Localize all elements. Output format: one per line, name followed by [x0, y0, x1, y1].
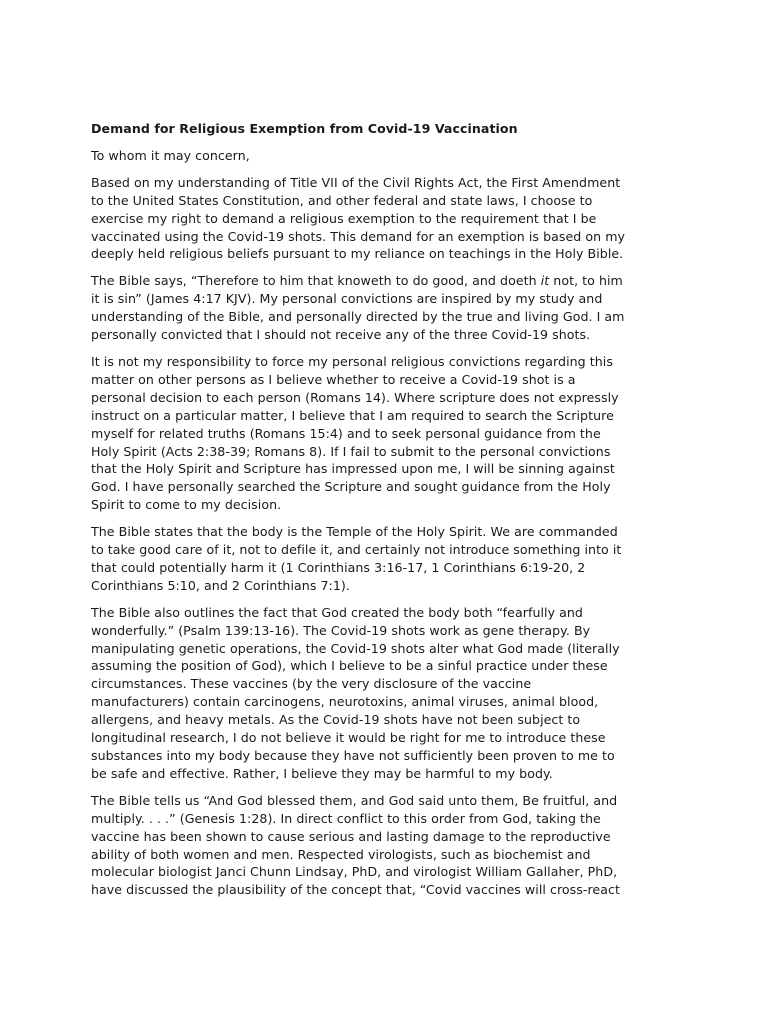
- text-line: molecular biologist Janci Chunn Lindsay, PhD, and virologist William Gallaher, PhD,: [91, 864, 618, 880]
- text-line: have discussed the plausibility of the concept that, “Covid vaccines will cross-react: [91, 882, 620, 898]
- text-line: circumstances. These vaccines (by the very disclosure of the vaccine: [91, 676, 532, 692]
- italic-word: it: [540, 273, 550, 289]
- text-line: The Bible also outlines the fact that God created the body both “fearfully and: [91, 604, 583, 620]
- text-line: vaccine has been shown to cause serious and lasting damage to the reproductive: [91, 828, 611, 844]
- text-line: manipulating genetic operations, the Covid-19 shots alter what God made (literally: [91, 640, 620, 656]
- letter-body: [91, 120, 683, 908]
- text-line: exercise my right to demand a religious exemption to the requirement that I be: [91, 210, 597, 226]
- text-line: vaccinated using the Covid-19 shots. This demand for an exemption is based on my: [91, 228, 626, 244]
- paragraph-temple: [91, 523, 683, 595]
- text-line: wonderfully.” (Psalm 139:13-16). The Covid-19 shots work as gene therapy. By: [91, 622, 591, 638]
- text-line: to take good care of it, not to defile it, and certainly not introduce something into it: [91, 542, 622, 558]
- salutation: To whom it may concern,: [91, 147, 250, 163]
- paragraph-genesis: [91, 792, 683, 899]
- text-line: multiply. . . .” (Genesis 1:28). In direct conflict to this order from God, taking the: [91, 810, 601, 826]
- text-segment: The Bible says, “Therefore to him that knoweth to do good, and doeth: [91, 273, 541, 289]
- text-line: personal decision to each person (Romans 14). Where scripture does not expressly: [91, 389, 619, 405]
- text-line: manufacturers) contain carcinogens, neurotoxins, animal viruses, animal blood,: [91, 694, 599, 710]
- text-line: ability of both women and men. Respected virologists, such as biochemist and: [91, 846, 591, 862]
- text-line: [91, 272, 683, 290]
- text-line: Spirit to come to my decision.: [91, 497, 282, 513]
- text-line: The Bible states that the body is the Temple of the Holy Spirit. We are commanded: [91, 524, 618, 540]
- text-line: assuming the position of God), which I believe to be a sinful practice under these: [91, 658, 608, 674]
- text-line: that the Holy Spirit and Scripture has impressed upon me, I will be sinning against: [91, 461, 615, 477]
- text-line: to the United States Constitution, and other federal and state laws, I choose to: [91, 192, 593, 208]
- text-line: matter on other persons as I believe whether to receive a Covid-19 shot is a: [91, 371, 576, 387]
- text-line: deeply held religious beliefs pursuant to my reliance on teachings in the Holy Bible.: [91, 246, 624, 262]
- text-line: longitudinal research, I do not believe it would be right for me to introduce these: [91, 730, 606, 746]
- text-line: Holy Spirit (Acts 2:38-39; Romans 8). If I fail to submit to the personal convictions: [91, 443, 611, 459]
- text-line: that could potentially harm it (1 Corinthians 3:16-17, 1 Corinthians 6:19-20, 2: [91, 559, 586, 575]
- text-line: myself for related truths (Romans 15:4) and to seek personal guidance from the: [91, 425, 601, 441]
- paragraph-james: [91, 272, 683, 344]
- paragraph-psalm: [91, 604, 683, 783]
- text-line: The Bible tells us “And God blessed them, and God said unto them, Be fruitful, and: [91, 792, 618, 808]
- text-line: it is sin” (James 4:17 KJV). My personal convictions are inspired by my study and: [91, 291, 603, 307]
- document-title: Demand for Religious Exemption from Covid-19 Vaccination: [91, 121, 518, 136]
- text-line: instruct on a particular matter, I believe that I am required to search the Scripture: [91, 407, 614, 423]
- paragraph-civil-rights: [91, 174, 683, 264]
- text-line: be safe and effective. Rather, I believe they may be harmful to my body.: [91, 765, 553, 781]
- text-segment: not, to him: [549, 273, 623, 289]
- text-line: It is not my responsibility to force my personal religious convictions regarding this: [91, 353, 613, 369]
- paragraph-responsibility: [91, 353, 683, 514]
- text-line: personally convicted that I should not receive any of the three Covid-19 shots.: [91, 327, 591, 343]
- text-line: allergens, and heavy metals. As the Covid-19 shots have not been subject to: [91, 712, 581, 728]
- text-line: understanding of the Bible, and personally directed by the true and living God. I am: [91, 309, 625, 325]
- text-line: God. I have personally searched the Scripture and sought guidance from the Holy: [91, 479, 611, 495]
- text-line: substances into my body because they have not sufficiently been proven to me to: [91, 748, 615, 763]
- text-line: Corinthians 5:10, and 2 Corinthians 7:1).: [91, 577, 350, 593]
- text-line: Based on my understanding of Title VII of the Civil Rights Act, the First Amendment: [91, 174, 621, 190]
